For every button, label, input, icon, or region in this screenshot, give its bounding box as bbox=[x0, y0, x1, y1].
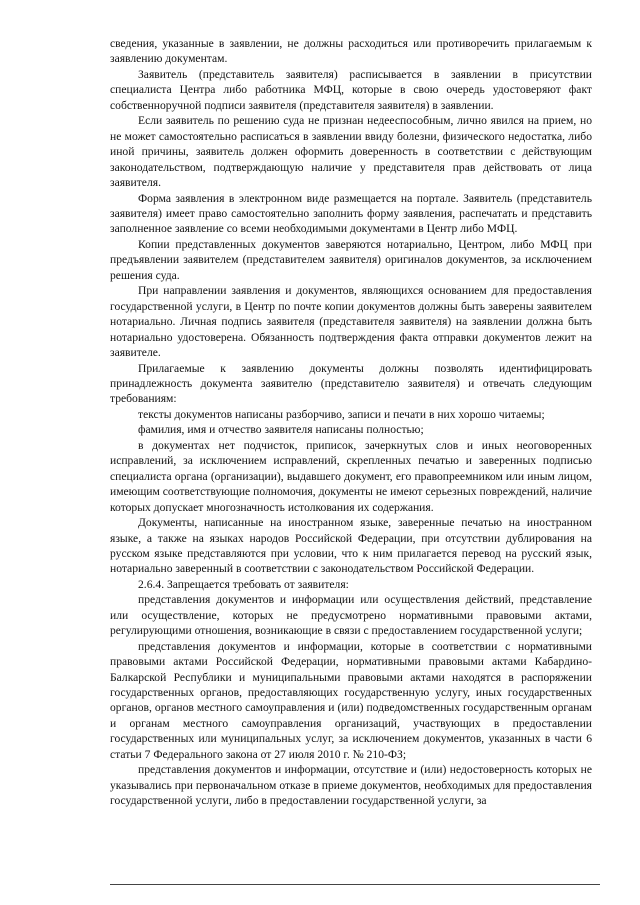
paragraph: Форма заявления в электронном виде размещается на портале. Заявитель (представитель заявителя) имеет право самостоятельно заполнить форму заявления, распечатать и представить заполненное заявление со всеми необходимыми документами в Центр либо МФЦ. bbox=[110, 191, 592, 236]
paragraph: фамилия, имя и отчество заявителя написаны полностью; bbox=[138, 423, 424, 437]
paragraph: в документах нет подчисток, приписок, зачеркнутых слов и иных неоговоренных исправлений, за исключением исправлений, скрепленных печатью и заверенных подписью специалиста органа (организации), выдавшего документ, его правопреемником или иным лицом, имеющим соответствующие полномочия, документы не имеют серьезных повреждений, наличие которых допускает многозначность истолкования их содержания. bbox=[110, 438, 592, 514]
paragraph: сведения, указанные в заявлении, не должны расходиться или противоречить прилагаемым к заявлению документам. bbox=[110, 37, 592, 66]
paragraph: Прилагаемые к заявлению документы должны позволять идентифицировать принадлежность документа заявителю (представителю заявителя) и отвечать следующим требованиям: bbox=[110, 361, 592, 406]
paragraph: представления документов и информации, отсутствие и (или) недостоверность которых не указывались при первоначальном отказе в приеме документов, необходимых для предоставления государственной услуги, либо в предоставлении государственной услуги, за bbox=[110, 763, 592, 808]
paragraph: Документы, написанные на иностранном языке, заверенные печатью на иностранном языке, а также на языках народов Российской Федерации, при отсутствии дублирования на русском языке представляются при условии, что к ним прилагается перевод на русский язык, нотариально заверенный в соответствии с законодательством Российской Федерации. bbox=[110, 516, 592, 576]
section-heading: 2.6.4. Запрещается требовать от заявителя: bbox=[138, 577, 349, 591]
paragraph: представления документов и информации или осуществления действий, представление или осуществление, которых не предусмотрено нормативными правовыми актами, регулирующими отношения, возникающие в связи с предоставлением государственной услуги; bbox=[110, 593, 592, 638]
paragraph: представления документов и информации, которые в соответствии с нормативными правовыми актами Российской Федерации, нормативными правовыми актами Кабардино-Балкарской Республики и муниципальными правовыми актами находятся в распоряжении государственных органов, предоставляющих государственную услугу, иных государственных органов, органов местного самоуправления и (или) подведомственных государственным органам и органам местного самоуправления организаций, участвующих в предоставлении государственных или муниципальных услуг, за исключением документов, указанных в части 6 статьи 7 Федерального закона от 27 июля 2010 г. № 210-ФЗ; bbox=[110, 639, 592, 761]
paragraph: Копии представленных документов заверяются нотариально, Центром, либо МФЦ при предъявлении заявителем (представителем заявителя) оригиналов документов, за исключением решения суда. bbox=[110, 237, 592, 282]
footer-divider bbox=[110, 884, 600, 885]
paragraph: тексты документов написаны разборчиво, записи и печати в них хорошо читаемы; bbox=[138, 407, 545, 421]
document-body bbox=[110, 36, 592, 809]
paragraph: Заявитель (представитель заявителя) расписывается в заявлении в присутствии специалиста Центра либо работника МФЦ, которые в свою очередь удостоверяют факт собственноручной подписи заявителя (представителя заявителя) в заявлении. bbox=[110, 67, 592, 112]
paragraph: Если заявитель по решению суда не признан недееспособным, лично явился на прием, но не может самостоятельно расписаться в заявлении ввиду болезни, физического недостатка, либо иной причины, заявитель должен оформить доверенность в соответствии с действующим законодательством, подтверждающую наличие у представителя прав действовать от лица заявителя. bbox=[110, 114, 592, 190]
paragraph: При направлении заявления и документов, являющихся основанием для предоставления государственной услуги, в Центр по почте копии документов должны быть заверены заявителем нотариально. Личная подпись заявителя (представителя заявителя) на заявлении должна быть нотариально удостоверена. Обязанность подтверждения факта отправки документов лежит на заявителе. bbox=[110, 284, 592, 360]
